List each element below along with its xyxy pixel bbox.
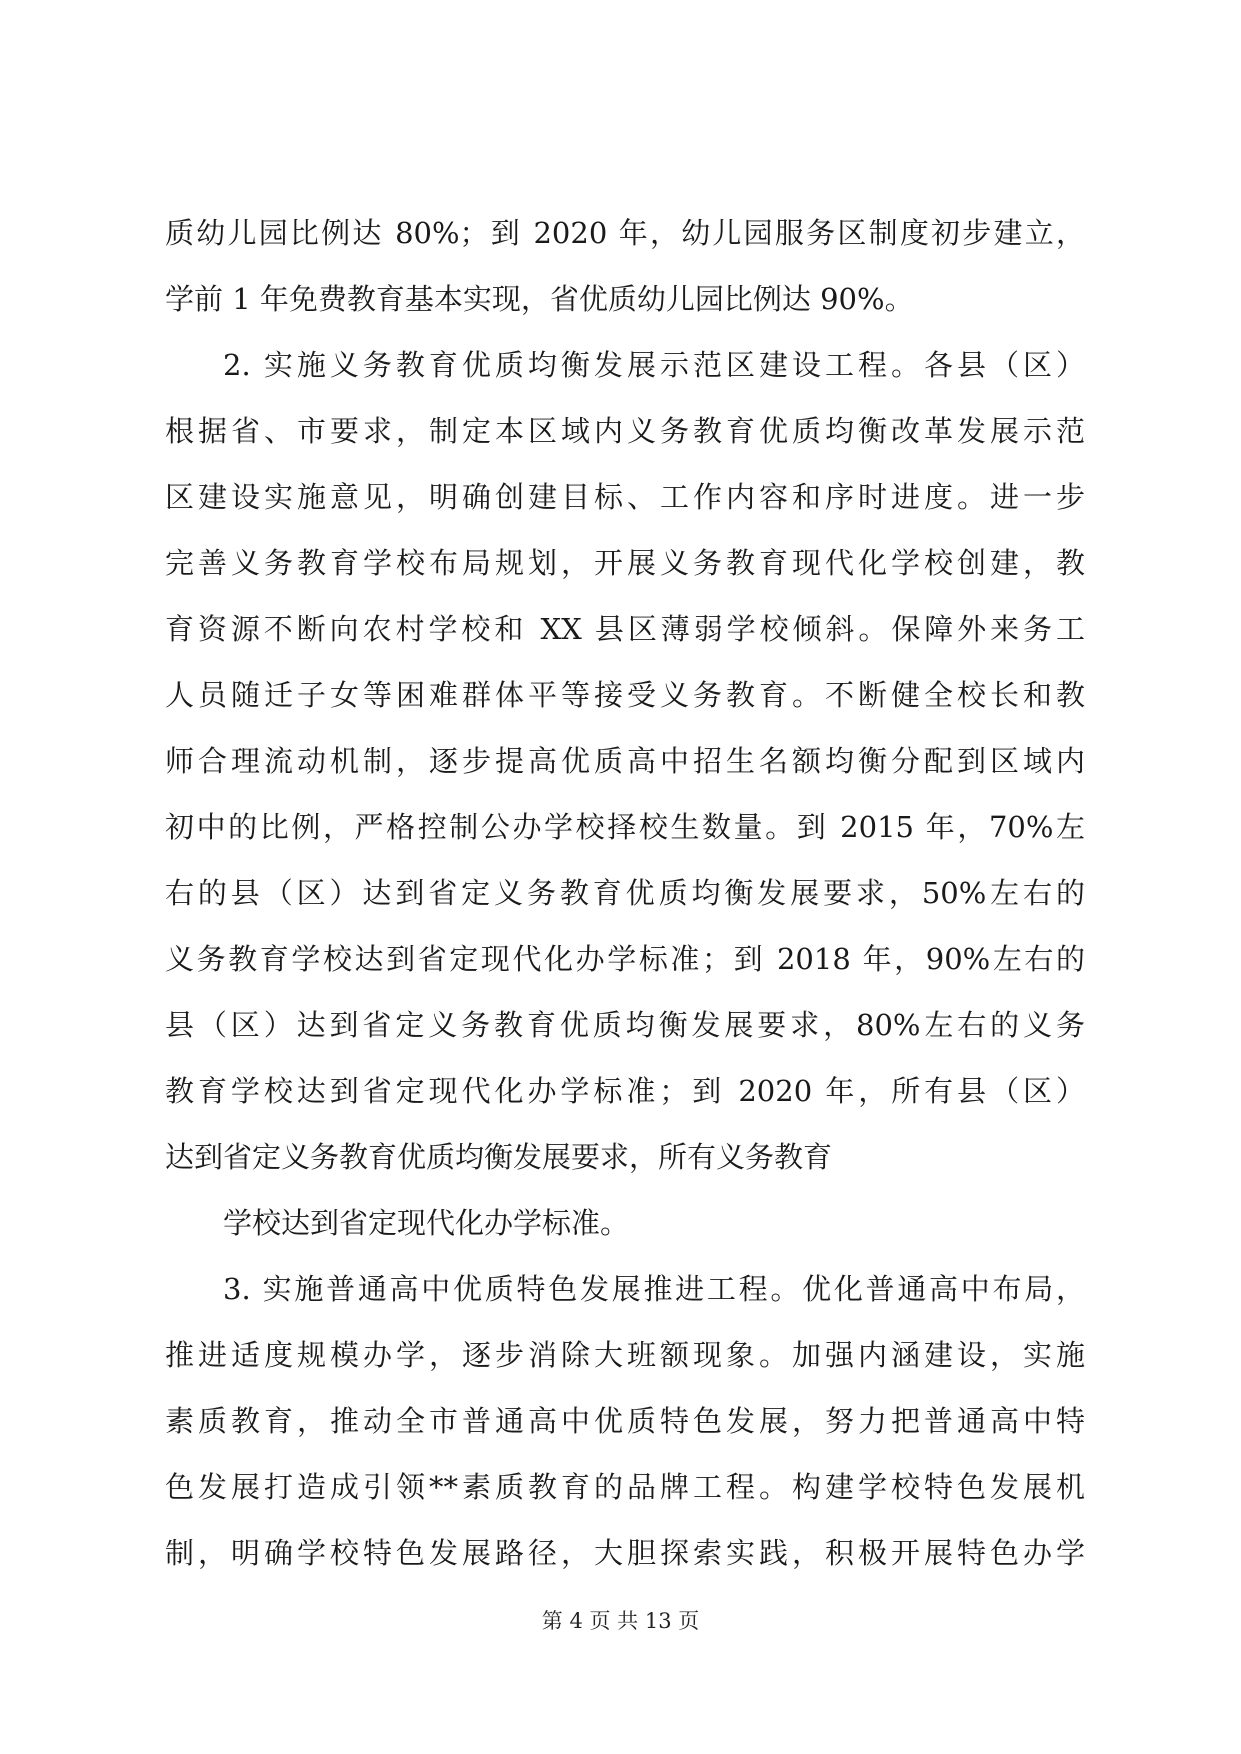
text-line: 达到省定义务教育优质均衡发展要求，所有义务教育 xyxy=(165,1140,833,1174)
text-line: 义务教育学校达到省定现代化办学标准；到 2018 年，90%左右的 xyxy=(165,942,1085,976)
text-line: 人员随迁子女等困难群体平等接受义务教育。不断健全校长和教 xyxy=(165,678,1085,712)
text-line: 推进适度规模办学，逐步消除大班额现象。加强内涵建设，实施 xyxy=(165,1338,1085,1372)
text-line: 学前 1 年免费教育基本实现，省优质幼儿园比例达 90%。 xyxy=(165,282,914,316)
page-number-footer: 第 4 页 共 13 页 xyxy=(541,1609,700,1633)
text-line: 完善义务教育学校布局规划，开展义务教育现代化学校创建，教 xyxy=(165,546,1085,580)
text-line: 学校达到省定现代化办学标准。 xyxy=(223,1206,630,1240)
text-line: 育资源不断向农村学校和 XX 县区薄弱学校倾斜。保障外来务工 xyxy=(165,612,1085,646)
text-line: 素质教育，推动全市普通高中优质特色发展，努力把普通高中特 xyxy=(165,1404,1085,1438)
text-line: 县（区）达到省定义务教育优质均衡发展要求，80%左右的义务 xyxy=(165,1008,1085,1042)
text-line: 教育学校达到省定现代化办学标准；到 2020 年，所有县（区） xyxy=(165,1074,1085,1108)
text-line: 区建设实施意见，明确创建目标、工作内容和序时进度。进一步 xyxy=(165,480,1085,514)
text-line: 3. 实施普通高中优质特色发展推进工程。优化普通高中布局， xyxy=(223,1272,1085,1306)
text-line: 色发展打造成引领**素质教育的品牌工程。构建学校特色发展机 xyxy=(165,1470,1085,1504)
text-line: 根据省、市要求，制定本区域内义务教育优质均衡改革发展示范 xyxy=(165,414,1085,448)
text-line: 质幼儿园比例达 80%；到 2020 年，幼儿园服务区制度初步建立， xyxy=(165,216,1085,250)
text-line: 师合理流动机制，逐步提高优质高中招生名额均衡分配到区域内 xyxy=(165,744,1085,778)
document-body xyxy=(165,200,1085,1586)
text-line: 右的县（区）达到省定义务教育优质均衡发展要求，50%左右的 xyxy=(165,876,1085,910)
text-line: 初中的比例，严格控制公办学校择校生数量。到 2015 年，70%左 xyxy=(165,810,1085,844)
text-line: 制，明确学校特色发展路径，大胆探索实践，积极开展特色办学 xyxy=(165,1536,1085,1570)
text-line: 2. 实施义务教育优质均衡发展示范区建设工程。各县（区） xyxy=(223,348,1085,382)
